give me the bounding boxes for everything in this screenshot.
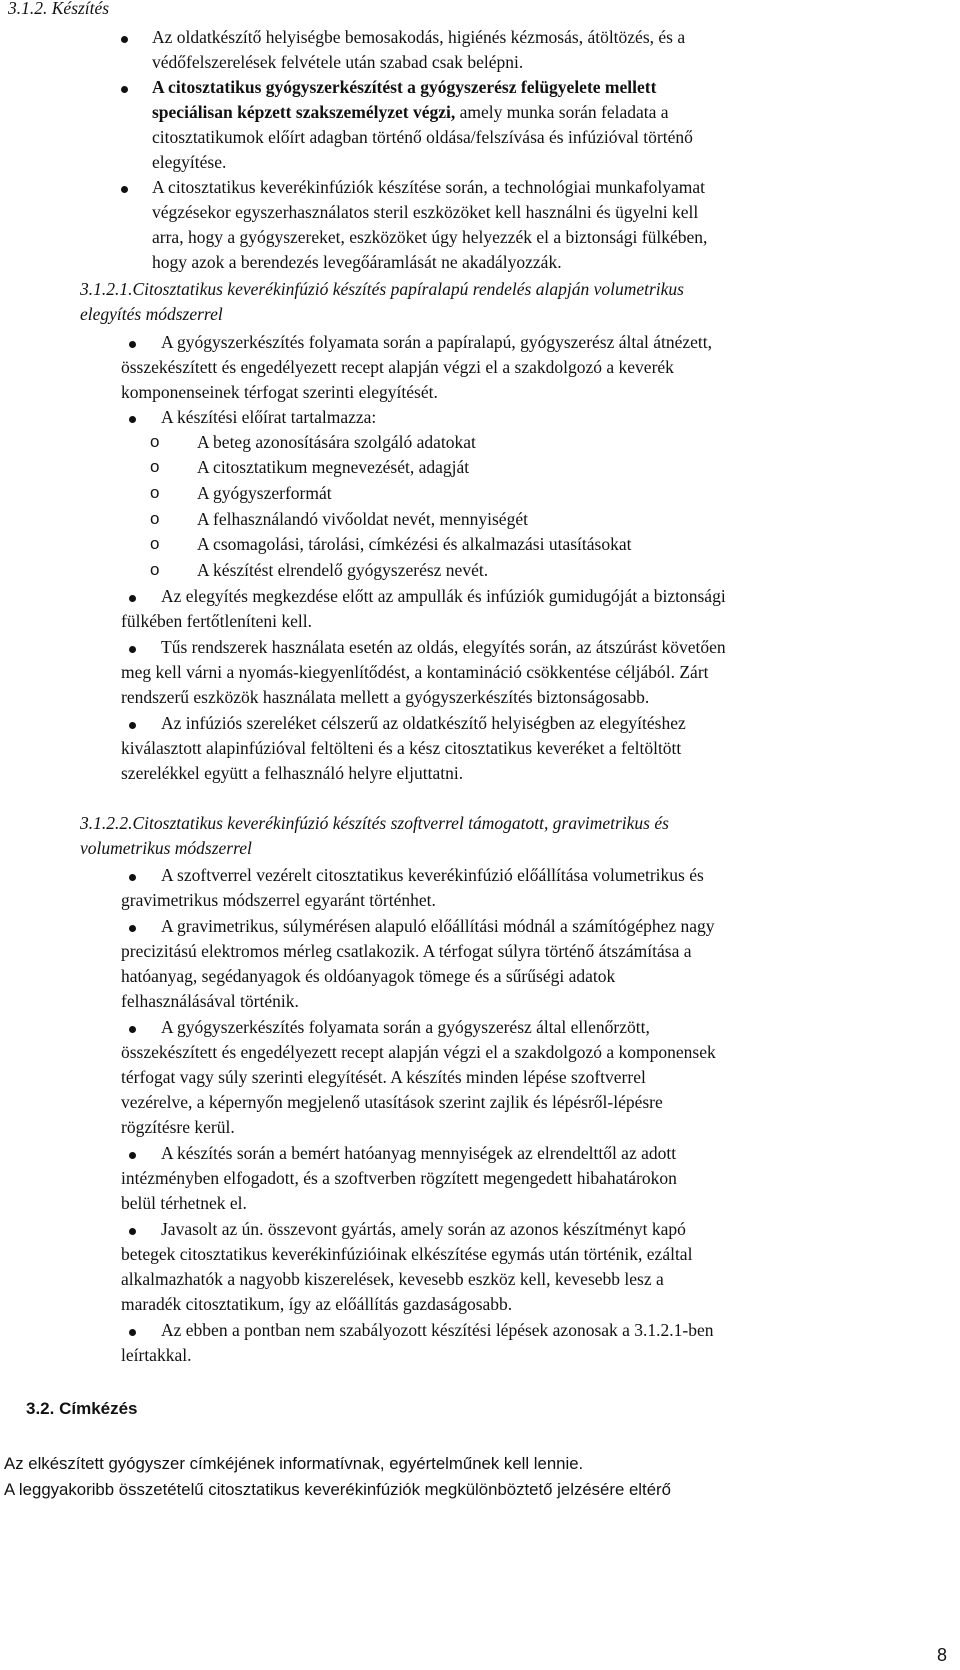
bullet-text: A citosztatikus keverékinfúziók készítése során, a technológiai munkafolyamat <box>152 177 706 197</box>
paragraph-text: Tűs rendszerek használata esetén az oldás, elegyítés során, az átszúrást követően <box>161 637 726 657</box>
paragraph-text: belül térhetnek el. <box>121 1193 247 1213</box>
paragraph-text: precizitású elektromos mérleg csatlakozik. A térfogat súlyra történő átszámítása a <box>121 941 692 961</box>
sub-list-item: A beteg azonosítására szolgáló adatokat <box>197 432 476 452</box>
sub-list-item: A csomagolási, tárolási, címkézési és alkalmazási utasításokat <box>197 534 632 554</box>
bullet-text <box>152 99 669 125</box>
paragraph-text: betegek citosztatikus keverékinfúzióinak elkészítése egymás után történik, ezáltal <box>121 1244 693 1264</box>
bullet-marker <box>129 1026 136 1033</box>
paragraph-text: leírtakkal. <box>121 1345 192 1365</box>
section-title-cont: elegyítés módszerrel <box>80 304 223 324</box>
section-heading-32: 3.2. Címkézés <box>26 1399 138 1418</box>
paragraph-text: rendszerű eszközök használata mellett a gyógyszerkészítés biztonságosabb. <box>121 687 650 707</box>
paragraph-text: kiválasztott alapinfúzióval feltölteni és a kész citosztatikus keveréket a feltöltött <box>121 738 682 758</box>
page-number: 8 <box>937 1645 948 1665</box>
paragraph-text: Javasolt az ún. összevont gyártás, amely során az azonos készítményt kapó <box>161 1219 686 1239</box>
paragraph-text: hatóanyag, segédanyagok és oldóanyagok tömege és a sűrűségi adatok <box>121 966 616 986</box>
sub-bullet-marker: o <box>150 483 160 502</box>
paragraph-text: komponenseinek térfogat szerinti elegyítését. <box>121 382 438 402</box>
section-number: 3.1.2.1. <box>80 279 133 299</box>
bullet-text: A citosztatikus gyógyszerkészítést a gyógyszerész felügyelete mellett <box>152 77 657 97</box>
section-heading-312: 3.1.2. Készítés <box>8 0 110 18</box>
section-number: 3.1.2.2. <box>80 813 133 833</box>
section-title: Citosztatikus keverékinfúzió készítés papíralapú rendelés alapján volumetrikus <box>132 279 684 299</box>
paragraph-text: összekészített és engedélyezett recept alapján végzi el a szakdolgozó a komponensek <box>121 1042 716 1062</box>
bullet-marker <box>129 1152 136 1159</box>
bullet-marker <box>129 1329 136 1336</box>
bullet-text: elegyítése. <box>152 152 227 172</box>
bullet-text: végzésekor egyszerhasználatos steril eszközöket kell használni és ügyelni kell <box>152 202 699 222</box>
bullet-marker <box>129 874 136 881</box>
sub-list-item: A készítést elrendelő gyógyszerész nevét. <box>197 560 489 580</box>
bullet-marker <box>129 925 136 932</box>
paragraph-text: A szoftverrel vezérelt citosztatikus keverékinfúzió előállítása volumetrikus és <box>161 865 704 885</box>
sub-bullet-marker: o <box>150 457 160 476</box>
paragraph-text: rögzítésre kerül. <box>121 1117 235 1137</box>
paragraph-text: szerelékkel együtt a felhasználó helyre eljuttatni. <box>121 763 464 783</box>
bullet-marker <box>121 86 128 93</box>
bullet-text: védőfelszerelések felvétele után szabad csak belépni. <box>152 52 524 72</box>
paragraph-text: felhasználásával történik. <box>121 991 299 1011</box>
sub-bullet-marker: o <box>150 534 160 553</box>
paragraph-text: maradék citosztatikum, így az előállítás gazdaságosabb. <box>121 1294 513 1314</box>
sub-bullet-marker: o <box>150 509 160 528</box>
bullet-marker <box>129 1228 136 1235</box>
text-span: amely munka során feladata a <box>455 102 669 122</box>
bullet-marker <box>129 416 136 423</box>
paragraph-text: Az ebben a pontban nem szabályozott készítési lépések azonosak a 3.1.2.1-ben <box>161 1320 714 1340</box>
paragraph-text: A készítés során a bemért hatóanyag mennyiségek az elrendelttől az adott <box>161 1143 677 1163</box>
bullet-text: Az oldatkészítő helyiségbe bemosakodás, higiénés kézmosás, átöltözés, és a <box>152 27 686 47</box>
paragraph-text: Az infúziós szereléket célszerű az oldatkészítő helyiségben az elegyítéshez <box>161 713 686 733</box>
bullet-marker <box>129 722 136 729</box>
paragraph-text: intézményben elfogadott, és a szoftverben rögzített megengedett hibahatárokon <box>121 1168 677 1188</box>
subsection-heading-3122 <box>80 810 669 836</box>
paragraph-text: vezérelve, a képernyőn megjelenő utasítások szerint zajlik és lépésről-lépésre <box>121 1092 663 1112</box>
bullet-marker <box>129 341 136 348</box>
bullet-marker <box>121 186 128 193</box>
paragraph-text: összekészített és engedélyezett recept alapján végzi el a szakdolgozó a keverék <box>121 357 674 377</box>
section-title-cont: volumetrikus módszerrel <box>80 838 252 858</box>
sub-list-item: A citosztatikum megnevezését, adagját <box>197 457 470 477</box>
bullet-marker <box>129 595 136 602</box>
emphasis: speciálisan képzett szakszemélyzet végzi, <box>152 102 456 122</box>
bullet-marker <box>129 646 136 653</box>
bullet-text: arra, hogy a gyógyszereket, eszközöket úgy helyezzék el a biztonsági fülkében, <box>152 227 708 247</box>
paragraph-text: A készítési előírat tartalmazza: <box>161 407 377 427</box>
paragraph-text: térfogat vagy súly szerinti elegyítését. A készítés minden lépése szoftverrel <box>121 1067 646 1087</box>
paragraph-text: A gyógyszerkészítés folyamata során a gyógyszerész által ellenőrzött, <box>161 1017 650 1037</box>
subsection-heading-3121 <box>80 276 684 302</box>
bullet-text: hogy azok a berendezés levegőáramlását ne akadályozzák. <box>152 252 562 272</box>
section-title: Citosztatikus keverékinfúzió készítés szoftverrel támogatott, gravimetrikus és <box>132 813 669 833</box>
paragraph-text: A leggyakoribb összetételű citosztatikus keverékinfúziók megkülönböztető jelzésére eltérő <box>4 1480 671 1499</box>
paragraph-text: fülkében fertőtleníteni kell. <box>121 611 312 631</box>
sub-list-item: A gyógyszerformát <box>197 483 332 503</box>
paragraph-text: Az elegyítés megkezdése előtt az ampullák és infúziók gumidugóját a biztonsági <box>161 586 726 606</box>
paragraph-text: gravimetrikus módszerrel egyaránt történhet. <box>121 890 436 910</box>
bullet-marker <box>121 36 128 43</box>
paragraph-text: Az elkészített gyógyszer címkéjének informatívnak, egyértelműnek kell lennie. <box>4 1454 584 1473</box>
sub-bullet-marker: o <box>150 432 160 451</box>
paragraph-text: A gravimetrikus, súlymérésen alapuló előállítási módnál a számítógéphez nagy <box>161 916 715 936</box>
paragraph-text: A gyógyszerkészítés folyamata során a papíralapú, gyógyszerész által átnézett, <box>161 332 713 352</box>
sub-bullet-marker: o <box>150 560 160 579</box>
paragraph-text: meg kell várni a nyomás-kiegyenlítődést, a kontamináció csökkentése céljából. Zárt <box>121 662 709 682</box>
paragraph-text: alkalmazhatók a nagyobb kiszerelések, kevesebb eszköz kell, kevesebb lesz a <box>121 1269 664 1289</box>
bullet-text: citosztatikumok előírt adagban történő oldása/felszívása és infúzióval történő <box>152 127 693 147</box>
sub-list-item: A felhasználandó vivőoldat nevét, mennyiségét <box>197 509 528 529</box>
